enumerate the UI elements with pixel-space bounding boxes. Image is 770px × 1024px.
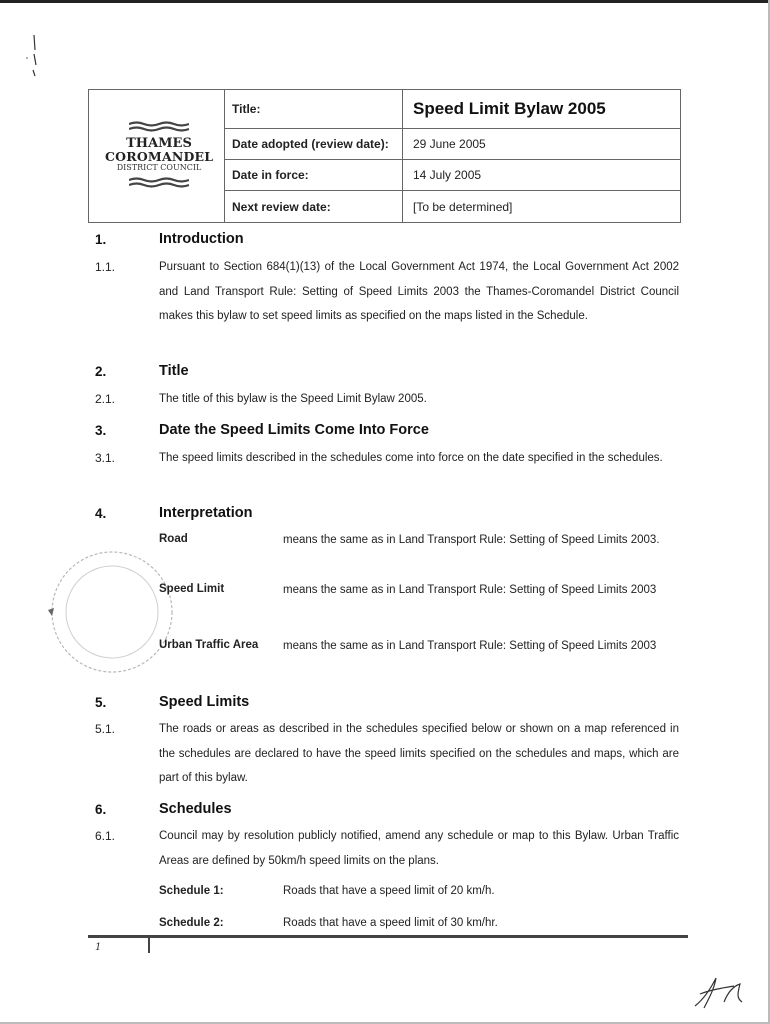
section-number: 6. bbox=[95, 802, 107, 817]
wave-icon bbox=[129, 176, 189, 188]
section-heading: Schedules bbox=[159, 801, 232, 817]
paragraph-number: 3.1. bbox=[95, 451, 116, 465]
footer-rule bbox=[88, 935, 688, 938]
paragraph: Council may by resolution publicly notified, amend any schedule or map to this Bylaw. Urban Traffic Areas are defined by 50km/h speed limits on the plans. bbox=[159, 830, 679, 867]
definition-term: Urban Traffic Area bbox=[159, 639, 259, 651]
document-title: Speed Limit Bylaw 2005 bbox=[413, 99, 606, 118]
council-seal-icon bbox=[40, 540, 180, 680]
scan-top-edge bbox=[0, 0, 770, 3]
paragraph-number: 5.1. bbox=[95, 722, 116, 736]
section-number: 4. bbox=[95, 506, 107, 521]
council-logo bbox=[105, 118, 213, 188]
header-label: Title: bbox=[224, 90, 403, 128]
paragraph-number: 6.1. bbox=[95, 829, 116, 843]
paragraph-number: 2.1. bbox=[95, 392, 116, 406]
page-number: 1 bbox=[95, 942, 102, 953]
paragraph-number: 1.1. bbox=[95, 260, 116, 274]
schedule-text: Roads that have a speed limit of 20 km/h. bbox=[283, 885, 495, 897]
header-label: Next review date: bbox=[224, 191, 403, 222]
paragraph: Pursuant to Section 684(1)(13) of the Local Government Act 1974, the Local Government Act 2002 and Land Transport Rule: Setting of Speed Limits 2003 the Thames-Coromandel District Council makes this bylaw to set speed limits as specified on the maps listed in the Schedule. bbox=[159, 261, 679, 322]
definition-term: Speed Limit bbox=[159, 583, 225, 595]
paragraph: The title of this bylaw is the Speed Limit Bylaw 2005. bbox=[159, 393, 427, 405]
logo-line-2: COROMANDEL bbox=[105, 149, 214, 164]
paragraph: The roads or areas as described in the schedules specified below or shown on a map referenced in the schedules are declared to have the speed limits specified on the schedules and maps, which are part of this bylaw. bbox=[159, 723, 679, 784]
header-label: Date adopted (review date): bbox=[224, 129, 403, 159]
section-heading: Title bbox=[159, 363, 189, 379]
section-heading: Date the Speed Limits Come Into Force bbox=[159, 422, 429, 438]
schedule-text: Roads that have a speed limit of 30 km/hr. bbox=[283, 917, 498, 929]
signature-icon bbox=[690, 972, 750, 1012]
logo-cell bbox=[89, 90, 225, 222]
section-heading: Introduction bbox=[159, 231, 244, 247]
schedule-label: Schedule 1: bbox=[159, 885, 224, 897]
definition-text: means the same as in Land Transport Rule: Setting of Speed Limits 2003 bbox=[283, 584, 657, 596]
section-number: 1. bbox=[95, 232, 107, 247]
header-row-next-review bbox=[224, 191, 680, 222]
header-value: 14 July 2005 bbox=[413, 168, 482, 182]
header-row-title bbox=[224, 90, 680, 129]
paragraph: The speed limits described in the schedules come into force on the date specified in the schedules. bbox=[159, 452, 663, 464]
definition-term: Road bbox=[159, 533, 188, 545]
section-number: 5. bbox=[95, 695, 107, 710]
logo-line-3: DISTRICT COUNCIL bbox=[116, 163, 202, 172]
footer-divider bbox=[148, 935, 150, 953]
section-heading: Interpretation bbox=[159, 505, 253, 521]
header-value: [To be determined] bbox=[413, 199, 513, 214]
section-number: 3. bbox=[95, 423, 107, 438]
header-row-date-in-force bbox=[224, 160, 680, 191]
header-value: 29 June 2005 bbox=[413, 137, 486, 151]
definition-text: means the same as in Land Transport Rule: Setting of Speed Limits 2003. bbox=[283, 534, 660, 546]
section-heading: Speed Limits bbox=[159, 694, 250, 710]
header-row-date-adopted bbox=[224, 129, 680, 160]
header-label: Date in force: bbox=[224, 160, 403, 190]
section-number: 2. bbox=[95, 364, 107, 379]
definition-text: means the same as in Land Transport Rule: Setting of Speed Limits 2003 bbox=[283, 640, 657, 652]
document-header-table bbox=[88, 89, 681, 223]
schedule-label: Schedule 2: bbox=[159, 917, 224, 929]
logo-line-1: THAMES bbox=[126, 136, 192, 151]
wave-icon bbox=[129, 121, 189, 133]
scan-mark-icon bbox=[24, 30, 44, 80]
